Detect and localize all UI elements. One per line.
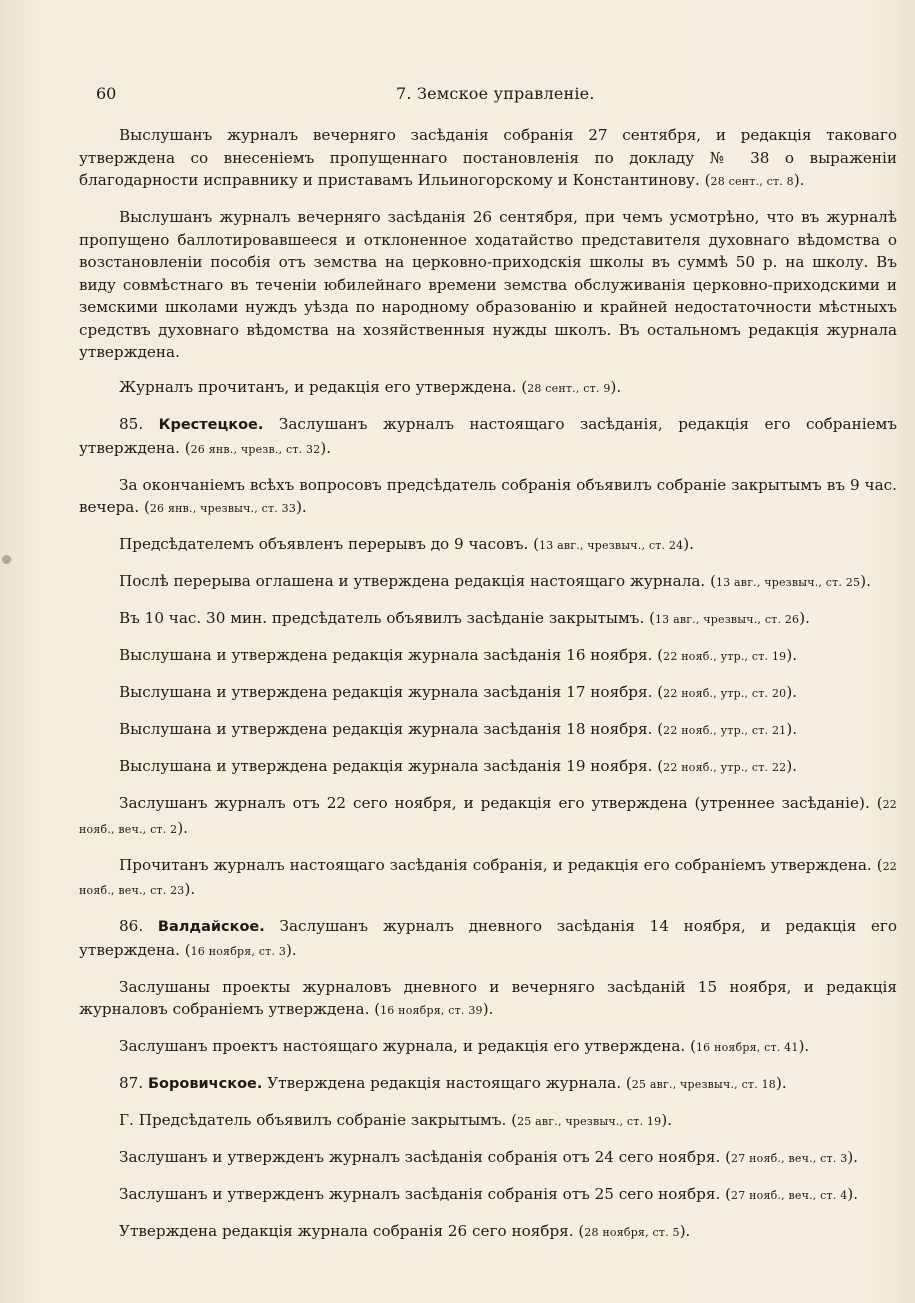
paragraph-text: За окончаніемъ всѣхъ вопросовъ предсѣдатель собранія объявилъ собраніе закрытымъ въ 9 час. вечера. xyxy=(79,475,897,516)
paragraph-text: Утверждена редакція настоящаго журнала. xyxy=(267,1074,622,1092)
paragraph-text: Заслушанъ журналъ отъ 22 сего ноября, и редакція его утверждена (утреннее засѣданіе). xyxy=(119,794,870,812)
paragraph: Выслушана и утверждена редакція журнала засѣданія 17 ноября. (22 нояб., утр., ст. 20). xyxy=(119,683,797,701)
ink-spot xyxy=(2,555,11,564)
source-reference: 13 авг., чрезвыч., ст. 26 xyxy=(654,613,800,626)
paragraph: Заслушанъ журналъ отъ 22 сего ноября, и редакція его утверждена (утреннее засѣданіе). (22 нояб., веч., ст. 2). xyxy=(79,794,897,837)
paragraph-text: Выслушана и утверждена редакція журнала засѣданія 18 ноября. xyxy=(119,720,653,738)
paragraph-text: Выслушана и утверждена редакція журнала засѣданія 16 ноября. xyxy=(119,646,653,664)
item-number: 85. xyxy=(119,415,159,433)
paragraph-text: Заслушанъ и утвержденъ журналъ засѣданія собранія отъ 25 сего ноября. xyxy=(119,1185,721,1203)
paragraph: Утверждена редакція журнала собранія 26 сего ноября. (28 ноября, ст. 5). xyxy=(119,1222,691,1240)
source-reference: 16 ноября, ст. 3 xyxy=(190,944,287,958)
source-reference: 13 авг., чрезвыч., ст. 24 xyxy=(539,539,684,552)
paragraph-text: Утверждена редакція журнала собранія 26 сего ноября. xyxy=(119,1222,574,1240)
paragraph-text: Заслушанъ журналъ настоящаго засѣданія, редакція его собраніемъ утверждена. xyxy=(79,415,898,457)
item-number: 87. xyxy=(119,1074,148,1092)
source-reference: 27 нояб., веч., ст. 4 xyxy=(731,1189,848,1202)
paragraph: Заслушанъ и утвержденъ журналъ засѣданія собранія отъ 25 сего ноября. (27 нояб., веч., ст. 4). xyxy=(119,1185,859,1203)
paragraph: Выслушана и утверждена редакція журнала засѣданія 19 ноября. (22 нояб., утр., ст. 22). xyxy=(119,757,797,775)
uezd-name: Крестецкое. xyxy=(158,417,264,433)
source-reference: 25 авг., чрезвыч., ст. 18 xyxy=(631,1078,777,1091)
paragraph: 85. Крестецкое. Заслушанъ журналъ настоящаго засѣданія, редакція его собраніемъ утверждена. (26 янв., чрезв., ст. 32). xyxy=(79,415,898,457)
paragraph-text: Заслушанъ и утвержденъ журналъ засѣданія собранія отъ 24 сего ноября. xyxy=(119,1148,721,1166)
paragraph: Заслушаны проекты журналовъ дневного и вечерняго засѣданій 15 ноября, и редакція журналовъ собраніемъ утверждена. (16 ноября, ст. 39). xyxy=(79,977,897,1018)
item-number: 86. xyxy=(119,917,158,935)
source-reference: 26 янв., чрезвыч., ст. 33 xyxy=(149,502,297,515)
paragraph: Послѣ перерыва оглашена и утверждена редакція настоящаго журнала. (13 авг., чрезвыч., ст. 25). xyxy=(119,572,871,590)
paragraph: Заслушанъ проектъ настоящаго журнала, и редакція его утверждена. (16 ноября, ст. 41). xyxy=(119,1037,810,1055)
paragraph: Журналъ прочитанъ, и редакція его утверждена. (28 сент., ст. 9). xyxy=(119,378,622,396)
source-reference: 28 ноября, ст. 5 xyxy=(584,1226,680,1239)
paragraph: Выслушана и утверждена редакція журнала засѣданія 16 ноября. (22 нояб., утр., ст. 19). xyxy=(119,646,797,664)
running-title: 7. Земское управленіе. xyxy=(396,84,595,103)
paragraph-text: Выслушанъ журналъ вечерняго засѣданія собранія 27 сентября, и редакція таковаго утверждена со внесеніемъ пропущеннаго постановленія по докладу № 38 о выраженіи благодарности исправнику и приставамъ Ильиногорскому и Константинову. xyxy=(79,126,897,189)
uezd-name: Валдайское. xyxy=(157,919,265,935)
paragraph-text: Выслушана и утверждена редакція журнала засѣданія 19 ноября. xyxy=(119,757,653,775)
paragraph-text: Заслушанъ журналъ дневного засѣданія 14 ноября, и редакція его утверждена. xyxy=(79,917,897,959)
paragraph: Г. Предсѣдатель объявилъ собраніе закрытымъ. (25 авг., чрезвыч., ст. 19). xyxy=(119,1111,672,1129)
paragraph-text: Предсѣдателемъ объявленъ перерывъ до 9 часовъ. xyxy=(119,535,529,553)
paragraph: Прочитанъ журналъ настоящаго засѣданія собранія, и редакція его собраніемъ утверждена. (22 нояб., веч., ст. 23). xyxy=(79,855,897,898)
source-reference: 28 сент., ст. 9 xyxy=(527,382,611,395)
paragraph: Заслушанъ и утвержденъ журналъ засѣданія собранія отъ 24 сего ноября. (27 нояб., веч., ст. 3). xyxy=(119,1148,859,1166)
paragraph: 87. Боровичское. Утверждена редакція настоящаго журнала. (25 авг., чрезвыч., ст. 18). xyxy=(119,1074,787,1092)
paragraph: Выслушанъ журналъ вечерняго засѣданія собранія 27 сентября, и редакція таковаго утверждена со внесеніемъ пропущеннаго постановленія по докладу № 38 о выраженіи благодарности исправнику и приставамъ Ильиногорскому и Константинову. (28 сент., ст. 8). xyxy=(79,126,897,189)
paragraph-text: Заслушаны проекты журналовъ дневного и вечерняго засѣданій 15 ноября, и редакція журналовъ собраніемъ утверждена. xyxy=(79,977,897,1018)
source-reference: 26 янв., чрезв., ст. 32 xyxy=(190,442,321,456)
paragraph: Предсѣдателемъ объявленъ перерывъ до 9 часовъ. (13 авг., чрезвыч., ст. 24). xyxy=(119,535,694,553)
paragraph-text: Въ 10 час. 30 мин. предсѣдатель объявилъ засѣданіе закрытымъ. xyxy=(119,609,645,627)
paragraph-text: Послѣ перерыва оглашена и утверждена редакція настоящаго журнала. xyxy=(119,572,706,590)
page-header xyxy=(96,84,845,108)
source-reference: 16 ноября, ст. 39 xyxy=(380,1004,483,1017)
source-reference: 27 нояб., веч., ст. 3 xyxy=(731,1152,848,1165)
source-reference: 28 сент., ст. 8 xyxy=(710,175,794,188)
source-reference: 22 нояб., веч., ст. 2 xyxy=(79,798,897,836)
source-reference: 22 нояб., веч., ст. 23 xyxy=(79,859,897,897)
document-body xyxy=(79,124,897,1257)
source-reference: 22 нояб., утр., ст. 19 xyxy=(663,650,787,663)
source-reference: 25 авг., чрезвыч., ст. 19 xyxy=(517,1115,662,1128)
uezd-name: Боровичское. xyxy=(147,1076,263,1092)
source-reference: 16 ноября, ст. 41 xyxy=(695,1041,799,1054)
paragraph-text: Выслушанъ журналъ вечерняго засѣданія 26 сентября, при чемъ усмотрѣно, что въ журналѣ пропущено баллотировавшееся и отклоненное ходатайство представителя духовнаго вѣдомства о возстановленіи пособія отъ земства на церковно-приходскія школы въ суммѣ 50 р. на школу. Въ виду совмѣстнаго въ теченіи юбилейнаго времени земства обслуживанія церковно-приходскими и земскими школами нуждъ уѣзда по народному образованію и крайней недостаточности мѣстныхъ средствъ духовнаго вѣдомства на хозяйственныя нужды школъ. Въ остальномъ редакція журнала утверждена. xyxy=(79,208,897,361)
paragraph: Выслушана и утверждена редакція журнала засѣданія 18 ноября. (22 нояб., утр., ст. 21). xyxy=(119,720,797,738)
paragraph: Въ 10 час. 30 мин. предсѣдатель объявилъ засѣданіе закрытымъ. (13 авг., чрезвыч., ст. 26). xyxy=(119,609,810,627)
paragraph: За окончаніемъ всѣхъ вопросовъ предсѣдатель собранія объявилъ собраніе закрытымъ въ 9 час. вечера. (26 янв., чрезвыч., ст. 33). xyxy=(79,475,897,516)
paragraph: 86. Валдайское. Заслушанъ журналъ дневного засѣданія 14 ноября, и редакція его утверждена. (16 ноября, ст. 3). xyxy=(79,917,897,959)
paragraph-text: Г. Предсѣдатель объявилъ собраніе закрытымъ. xyxy=(119,1111,507,1129)
paragraph-text: Заслушанъ проектъ настоящаго журнала, и редакція его утверждена. xyxy=(119,1037,686,1055)
paragraph-text: Журналъ прочитанъ, и редакція его утверждена. xyxy=(119,378,517,396)
paragraph-text: Выслушана и утверждена редакція журнала засѣданія 17 ноября. xyxy=(119,683,653,701)
source-reference: 22 нояб., утр., ст. 21 xyxy=(663,724,787,737)
source-reference: 13 авг., чрезвыч., ст. 25 xyxy=(715,576,861,589)
paragraph-text: Прочитанъ журналъ настоящаго засѣданія собранія, и редакція его собраніемъ утверждена. xyxy=(119,855,872,874)
source-reference: 22 нояб., утр., ст. 22 xyxy=(663,761,787,774)
paragraph xyxy=(79,206,897,364)
page-number: 60 xyxy=(96,84,117,103)
source-reference: 22 нояб., утр., ст. 20 xyxy=(663,687,787,700)
